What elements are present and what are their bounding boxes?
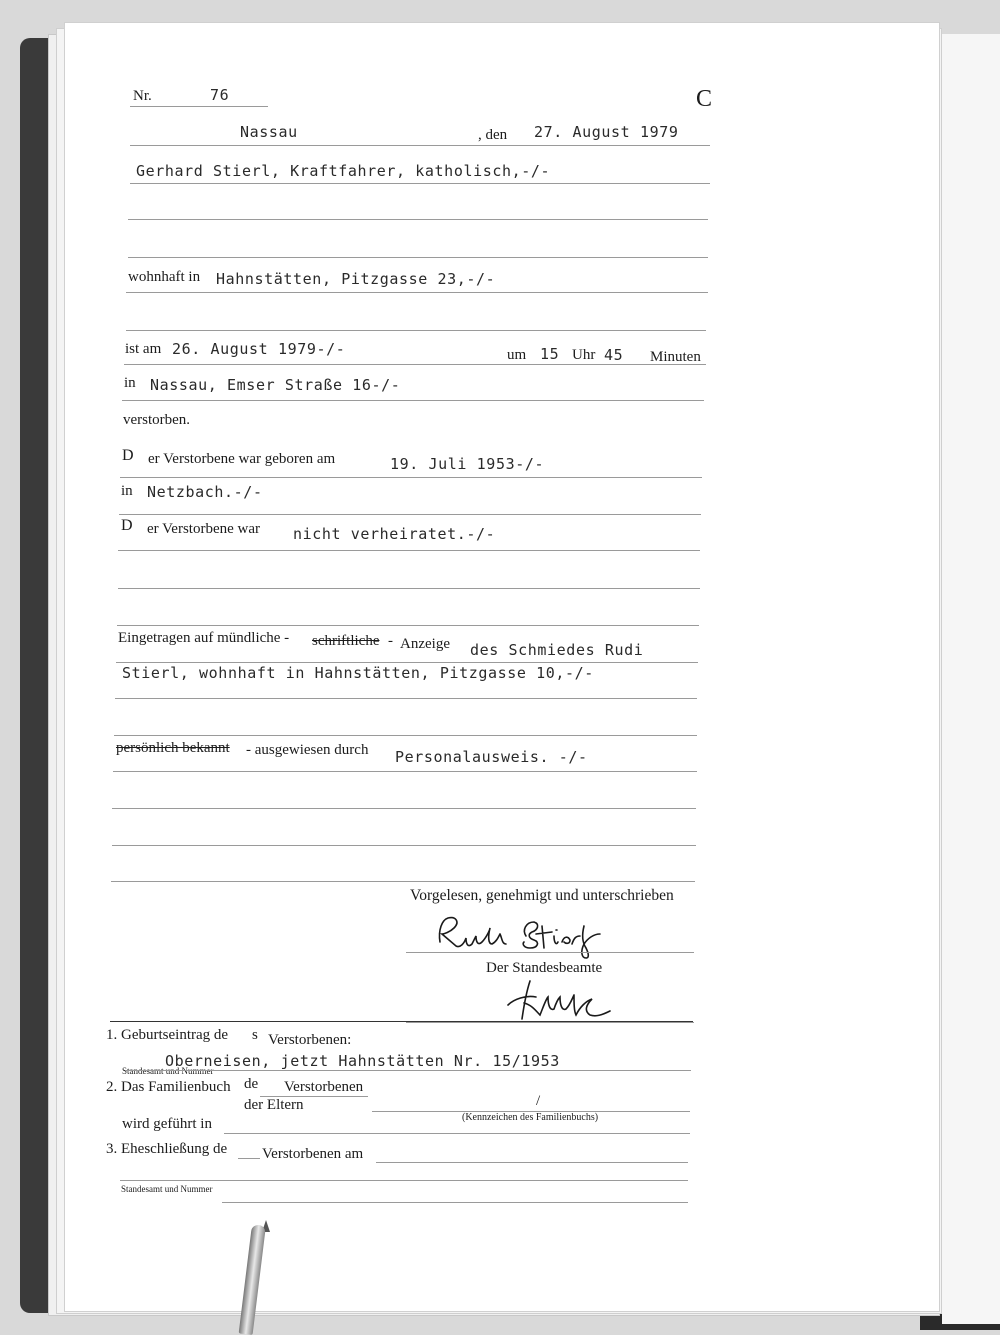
- death-minutes: 45: [604, 346, 624, 364]
- note-3-verstorbenen: Verstorbenen am: [262, 1146, 364, 1162]
- nr-value: 76: [210, 86, 230, 104]
- rule: [224, 1133, 690, 1134]
- persoenlich-struck: persönlich bekannt: [116, 740, 230, 756]
- d-letter: D: [122, 447, 134, 464]
- note-3-label: 3. Eheschließung de: [106, 1141, 228, 1157]
- note-1-suffix: s: [252, 1027, 258, 1043]
- nr-label: Nr.: [133, 88, 152, 104]
- rule: [117, 625, 699, 626]
- facing-page: [942, 34, 1000, 1324]
- rule: [126, 330, 706, 331]
- note-1-caption: Standesamt und Nummer: [122, 1066, 214, 1076]
- rule: [119, 514, 701, 515]
- marital-status: nicht verheiratet.-/-: [293, 525, 496, 543]
- um-label: um: [507, 347, 527, 363]
- note-2-gefuehrt: wird geführt in: [122, 1116, 212, 1132]
- corner-letter: C: [696, 86, 713, 112]
- ausgewiesen-label: - ausgewiesen durch: [246, 742, 369, 758]
- anzeige-label: Anzeige: [400, 636, 450, 652]
- rule: [130, 183, 710, 184]
- rule: [112, 808, 696, 809]
- rule: [116, 662, 698, 663]
- rule: [130, 145, 710, 146]
- rule: [126, 292, 708, 293]
- id-document: Personalausweis. -/-: [395, 748, 588, 766]
- rule: [120, 477, 702, 478]
- rule: [114, 735, 697, 736]
- note-2-verstorbenen: Verstorbenen: [284, 1079, 364, 1095]
- note-1-label: 1. Geburtseintrag de: [106, 1027, 229, 1043]
- rule: [222, 1202, 688, 1203]
- rule: [406, 1022, 694, 1023]
- death-date: 26. August 1979-/-: [172, 340, 346, 358]
- rule: [115, 698, 697, 699]
- rule: [406, 952, 694, 953]
- birth-date: 19. Juli 1953-/-: [390, 455, 545, 473]
- note-1-value: Oberneisen, jetzt Hahnstätten Nr. 15/1953: [165, 1052, 560, 1070]
- birth-place: Netzbach.-/-: [147, 483, 263, 501]
- rule: [111, 881, 695, 882]
- standesbeamte-label: Der Standesbeamte: [486, 960, 603, 976]
- rule: [112, 845, 696, 846]
- marital-label: er Verstorbene war: [147, 521, 261, 537]
- note-2-caption: (Kennzeichen des Familienbuchs): [462, 1112, 599, 1123]
- rule: [124, 364, 706, 365]
- rule: [376, 1162, 688, 1163]
- ist-am-label: ist am: [125, 341, 162, 357]
- note-2-label: 2. Das Familienbuch: [106, 1079, 231, 1095]
- place: Nassau: [240, 123, 298, 141]
- registrar-signature: [500, 975, 620, 1025]
- d-letter: D: [121, 517, 133, 534]
- dash: -: [388, 633, 393, 649]
- rule: [118, 588, 700, 589]
- rule: [122, 400, 704, 401]
- note-2-de: de: [244, 1076, 259, 1092]
- note-2-eltern: der Eltern: [244, 1097, 304, 1113]
- deceased-person: Gerhard Stierl, Kraftfahrer, katholisch,-/-: [136, 162, 551, 180]
- rule: [128, 219, 708, 220]
- in-label: in: [121, 483, 133, 499]
- verstorben-label: verstorben.: [123, 412, 191, 428]
- minuten-label: Minuten: [650, 349, 701, 365]
- registration-date: 27. August 1979: [534, 123, 679, 141]
- note-3-caption: Standesamt und Nummer: [121, 1184, 213, 1194]
- wohnhaft-label: wohnhaft in: [128, 269, 201, 285]
- nr-underline: [130, 106, 268, 107]
- informant-line-1: des Schmiedes Rudi: [470, 641, 644, 659]
- rule: [120, 1180, 688, 1181]
- informant-line-2: Stierl, wohnhaft in Hahnstätten, Pitzgasse 10,-/-: [122, 664, 594, 682]
- born-label: er Verstorbene war geboren am: [148, 451, 336, 467]
- rule: [238, 1158, 260, 1159]
- note-1-label-end: Verstorbenen:: [268, 1032, 352, 1048]
- in-label: in: [124, 375, 136, 391]
- death-place: Nassau, Emser Straße 16-/-: [150, 376, 401, 394]
- rule: [118, 550, 700, 551]
- residence: Hahnstätten, Pitzgasse 23,-/-: [216, 270, 496, 288]
- death-hour: 15: [540, 345, 560, 363]
- rule: [113, 771, 697, 772]
- rule: [125, 1070, 691, 1071]
- note-2-slash: /: [536, 1093, 541, 1109]
- footer-divider: [110, 1021, 693, 1022]
- vorgelesen-label: Vorgelesen, genehmigt und unterschrieben: [410, 887, 674, 904]
- schriftliche-struck: schriftliche: [312, 633, 380, 649]
- eingetragen-label: Eingetragen auf mündliche -: [118, 630, 290, 646]
- uhr-label: Uhr: [572, 347, 596, 363]
- den-label: , den: [478, 127, 508, 143]
- rule: [128, 257, 708, 258]
